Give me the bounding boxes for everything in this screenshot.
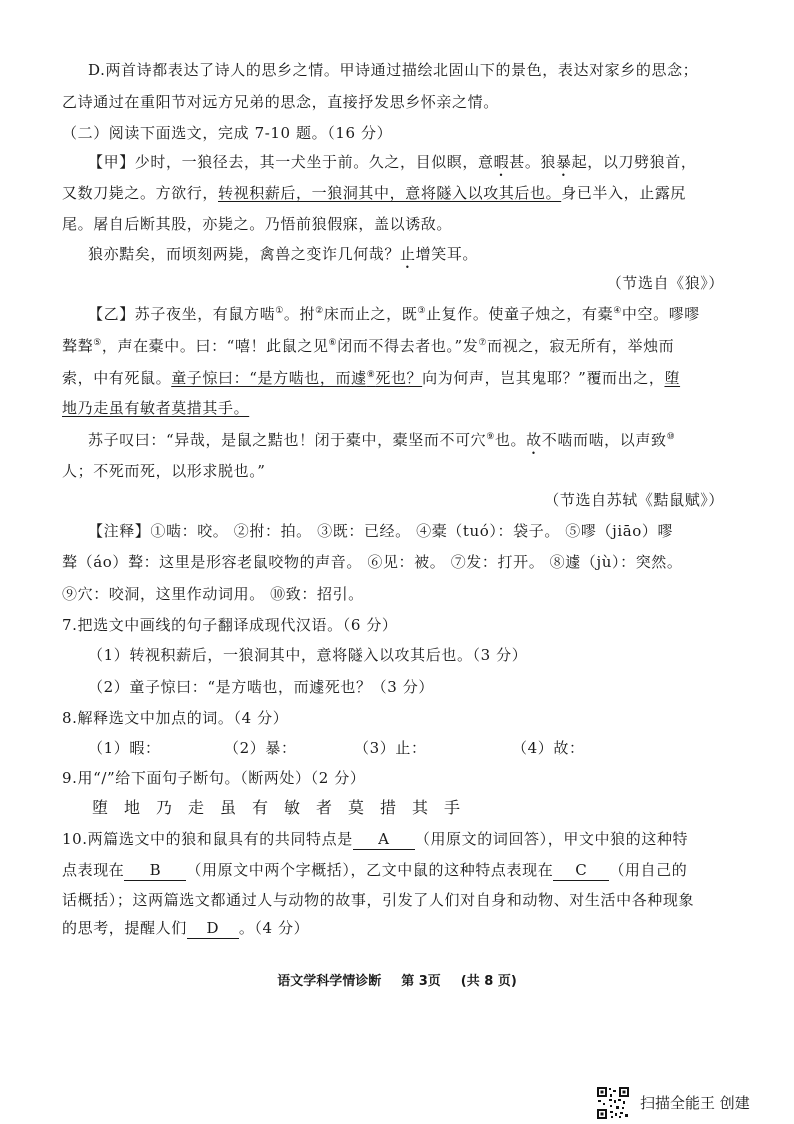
blank-b[interactable]: B — [124, 860, 186, 881]
q8-word3: （3）止： — [354, 739, 427, 757]
jia-line1: 【甲】少时，一狼径去，其一犬坐于前。久之，目似瞑，意暇甚。狼暴起，以刀劈狼首， — [88, 153, 697, 171]
yi-line4 — [62, 398, 249, 418]
dotted-word-zhi: 止 — [400, 245, 416, 263]
q10-line2: 点表现在 B （用原文中两个字概括），乙文中鼠的这种特点表现在 C （用自己的 — [62, 861, 688, 879]
jia-line4: 狼亦黠矣，而顷刻两毙，禽兽之变诈几何哉？止增笑耳。 — [88, 245, 479, 263]
notes-line3: ⑨穴：咬洞，这里作动词用。 ⑩致：招引。 — [62, 585, 364, 603]
section-heading: （二）阅读下面选文，完成 7-10 题。（16 分） — [62, 124, 393, 142]
blank-c[interactable]: C — [553, 860, 609, 881]
yi-line6: 人；不死而死，以形求脱也。” — [62, 462, 266, 480]
blank-a[interactable]: A — [353, 829, 415, 850]
underlined-sentence-yi: 童子惊曰：“是方啮也，而遽⑧死也？ — [171, 369, 423, 387]
footer-subject: 语文学科学情诊断 — [277, 974, 382, 989]
q10-line3: 话概括）；这两篇选文都通过人与动物的故事，引发了人们对自身和动物、对生活中各种现象 — [62, 891, 695, 909]
notes-line2: 聱（áo）聱：这里是形容老鼠咬物的声音。 ⑥见：被。 ⑦发：打开。 ⑧遽（jù）：突然。 — [62, 553, 683, 571]
q10-line4: 的思考，提醒人们 D 。（4 分） — [62, 919, 310, 937]
jia-line3: 尾。屠自后断其股，亦毙之。乃悟前狼假寐，盖以诱敌。 — [62, 215, 453, 233]
yi-line3: 索，中有死鼠。童子惊曰：“是方啮也，而遽⑧死也？向为何声，岂其鬼耶？”覆而出之，堕 — [62, 369, 681, 387]
underlined-sentence-jia: 转视积薪后，一狼洞其中，意将隧入以攻其后也。 — [218, 184, 562, 202]
dotted-word-gu: 故 — [526, 431, 542, 449]
yi-line2: 聱聱⑤，声在橐中。曰：“嘻！此鼠之见⑥闭而不得去者也。”发⑦而视之，寂无所有，举烛而 — [62, 337, 675, 355]
q9-stem: 9.用“/”给下面句子断句。（断两处）（2 分） — [62, 769, 366, 787]
yi-line5: 苏子叹曰：“异哉，是鼠之黠也！闭于橐中，橐坚而不可穴⑨也。故不啮而啮，以声致⑩ — [88, 431, 676, 449]
blank-d[interactable]: D — [187, 918, 239, 939]
jia-source: （节选自《狼》） — [606, 274, 724, 292]
qr-code-icon — [596, 1086, 630, 1120]
jia-line2: 又数刀毙之。方欲行，转视积薪后，一狼洞其中，意将隧入以攻其后也。身已半入，止露尻 — [62, 184, 687, 202]
q8-word4: （4）故： — [512, 739, 585, 757]
page-footer — [0, 970, 794, 989]
underlined-sentence-duan: 地乃走虽有敏者莫措其手。 — [62, 399, 250, 417]
q7-sub2: （2）童子惊曰：“是方啮也，而遽死也？（3 分） — [88, 678, 434, 696]
q7-sub1: （1）转视积薪后，一狼洞其中，意将隧入以攻其后也。（3 分） — [88, 646, 528, 664]
yi-line1: 【乙】苏子夜坐，有鼠方啮①。拊②床而止之，既③止复作。使童子烛之，有橐④中空。嘐嘐 — [88, 305, 700, 323]
yi-source: （节选自苏轼《黠鼠赋》） — [544, 491, 724, 509]
dotted-word-bao: 暴 — [556, 153, 572, 171]
footer-total: (共 8 页) — [460, 974, 517, 989]
q7-stem: 7.把选文中画线的句子翻译成现代汉语。（6 分） — [62, 616, 398, 634]
notes-line1: 【注释】①啮：咬。 ②拊：拍。 ③既：已经。 ④橐（tuó）：袋子。 ⑤嘐（jiāo）嘐 — [88, 522, 674, 540]
dotted-word-xia: 暇 — [493, 153, 510, 171]
option-d-line1: D.两首诗都表达了诗人的思乡之情。甲诗通过描绘北固山下的景色，表达对家乡的思念； — [88, 61, 699, 79]
q9-sentence: 堕地乃走虽有敏者莫措其手 — [92, 798, 477, 817]
scanner-watermark: 扫描全能王 创建 — [640, 1094, 750, 1112]
option-d-line2: 乙诗通过在重阳节对远方兄弟的思念，直接抒发思乡怀亲之情。 — [62, 93, 499, 111]
q10-line1: 10.两篇选文中的狼和鼠具有的共同特点是 A （用原文的词回答），甲文中狼的这种特 — [62, 830, 689, 848]
q8-word2: （2）暴： — [224, 739, 297, 757]
footer-page: 第 3页 — [401, 974, 441, 989]
q8-word1: （1）暇： — [88, 739, 161, 757]
q8-stem: 8.解释选文中加点的词。（4 分） — [62, 709, 289, 727]
